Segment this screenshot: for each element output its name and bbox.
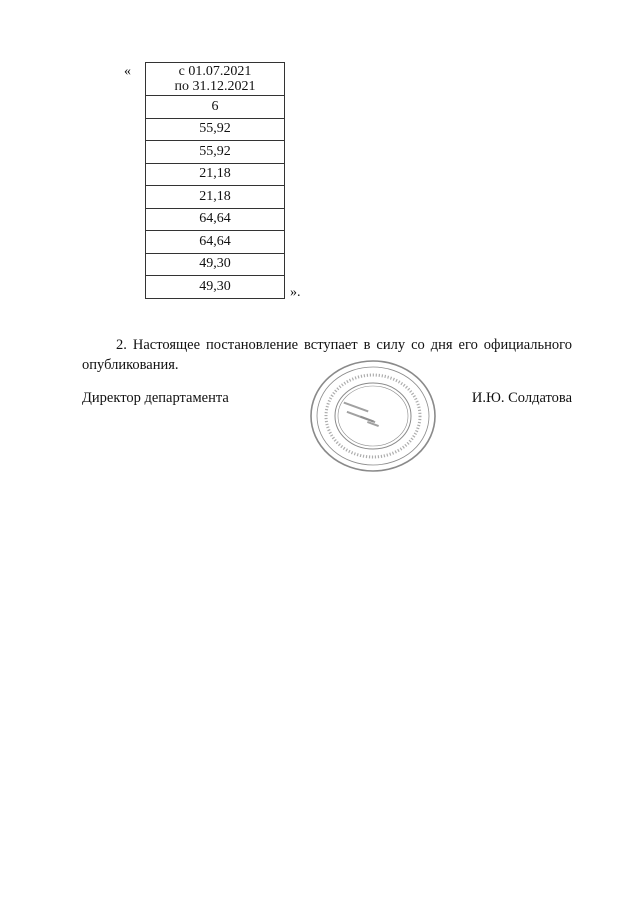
table-cell: 55,92 [146,141,285,164]
opening-quote: « [124,64,131,79]
table-row [146,231,285,254]
table-row [146,186,285,209]
closing-quote: ». [290,285,301,300]
table-cell: 64,64 [146,231,285,254]
table-row [146,163,285,186]
values-table [145,62,285,299]
table-cell: 49,30 [146,276,285,299]
official-seal-stamp [308,358,438,474]
table-cell: 21,18 [146,186,285,209]
table-cell: 21,18 [146,163,285,186]
period-header-cell [146,63,285,96]
period-end: по 31.12.2021 [174,79,256,94]
table-row [146,63,285,96]
table-cell: 6 [146,96,285,119]
table-row [146,118,285,141]
table-row [146,208,285,231]
table-cell: 64,64 [146,208,285,231]
effective-date-paragraph: 2. Настоящее постановление вступает в силу со дня его официального опубликования. [82,336,572,373]
table-row [146,96,285,119]
table-row [146,276,285,299]
period-start: с 01.07.2021 [178,64,252,79]
table-cell: 55,92 [146,118,285,141]
signatory-position: Директор департамента [82,390,229,406]
table-cell: 49,30 [146,253,285,276]
table-row [146,141,285,164]
table-row [146,253,285,276]
signatory-name: И.Ю. Солдатова [471,390,572,406]
